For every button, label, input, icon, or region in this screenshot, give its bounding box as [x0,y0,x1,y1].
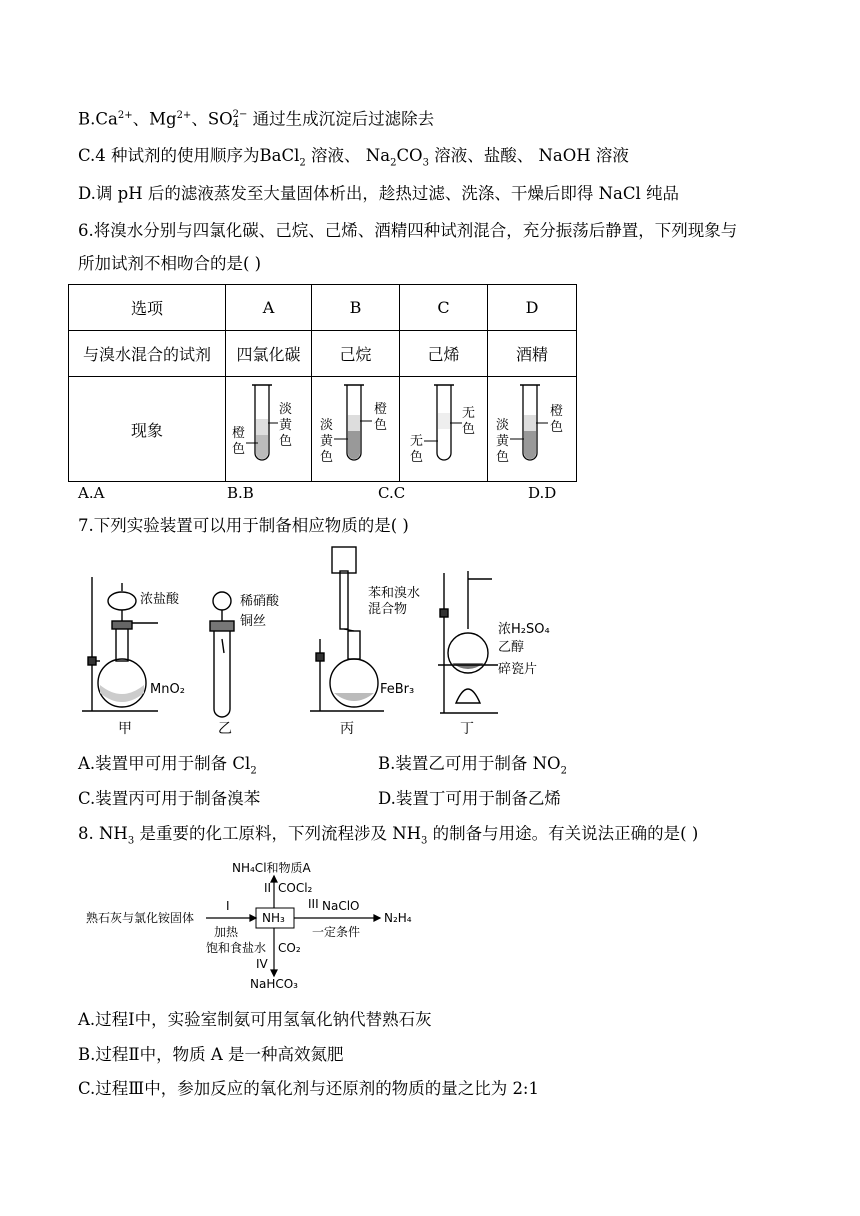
apparatus-yi [210,592,234,717]
table-header-cell: B [312,285,400,331]
q8-option-a: A.过程Ⅰ中，实验室制氨可用氢氧化钠代替熟石灰 [78,1010,432,1029]
flow-step4-cond-2: CO₂ [278,941,301,955]
yi-reagent-bottom: 铜丝 [240,614,267,629]
flow-step3-label: III [308,897,319,911]
table-header-cell: A [226,285,312,331]
q8-flow-diagram [86,856,446,994]
table-cell: 四氯化碳 [226,331,312,377]
table-header-cell: D [488,285,577,331]
flow-step1-cond: 加热 [214,925,239,939]
q6-answer-d: D.D [528,484,557,502]
flow-step2-cond: COCl₂ [278,881,313,895]
tube-a-top-label-1: 淡 [279,402,293,417]
q7-option-c: C.装置丙可用于制备溴苯 [78,789,261,808]
svg-text:色: 色 [374,418,388,433]
q6-stem-line2: 所加试剂不相吻合的是( ) [78,254,262,273]
bing-reagent-bottom: FeBr₃ [380,682,415,697]
table-header-cell: C [400,285,488,331]
q6-stem-line1: 6.将溴水分别与四氯化碳、己烷、己烯、酒精四种试剂混合，充分振荡后静置，下列现象与 [78,221,738,240]
q5-option-d: D.调 pH 后的滤液蒸发至大量固体析出，趁热过滤、洗涤、干燥后即得 NaCl 纯品 [78,184,679,203]
svg-text:色: 色 [550,420,564,435]
flow-step1-label: I [226,899,230,913]
table-cell: 酒精 [488,331,577,377]
flow-top-product: NH₄Cl和物质A [232,861,311,875]
yi-reagent-top: 稀硝酸 [240,594,280,609]
ding-reagent-1: 浓H₂SO₄ [498,622,550,637]
label-jia: 甲 [118,721,132,737]
q7-option-a: A.装置甲可用于制备 $Cl_2$ [78,754,257,777]
q7-stem: 7.下列实验装置可以用于制备相应物质的是( ) [78,516,409,535]
svg-text:橙: 橙 [550,404,564,419]
q6-answer-c: C.C [378,484,406,502]
flow-right-product: N₂H₄ [384,911,412,925]
svg-text:色: 色 [410,450,424,465]
flow-left-reactant: 熟石灰与氯化铵固体 [86,911,195,925]
apparatus-ding [438,571,498,713]
label-ding: 丁 [460,721,474,737]
tube-cell-c [400,377,488,482]
bing-reagent-top-1: 苯和溴水 [368,586,421,601]
q7-option-b: B.装置乙可用于制备 $NO_2$ [378,754,567,777]
flow-center-nh3: NH₃ [262,911,285,925]
test-tube-b-illustration [312,377,399,477]
table-cell: 与溴水混合的试剂 [69,331,226,377]
table-row [69,377,577,482]
flow-bottom-product: NaHCO₃ [250,977,298,991]
tube-a-bottom-label-2: 色 [232,442,246,457]
flow-step4-cond-1: 饱和食盐水 [206,941,267,955]
q6-answer-b: B.B [227,484,254,502]
table-cell: 己烷 [312,331,400,377]
jia-reagent-bottom: MnO₂ [150,682,185,697]
svg-text:色: 色 [462,422,476,437]
q6-options-table [68,284,577,482]
svg-text:色: 色 [320,450,334,465]
flow-step3-cond-1: NaClO [322,899,360,913]
apparatus-bing [310,547,384,711]
svg-text:无: 无 [462,406,476,421]
q5-option-b: $B.Ca^{2+}$、$Mg^{2+}$、SO 2− 4 通过生成沉淀后过滤除去 [78,109,435,130]
q8-option-c: C.过程Ⅲ中，参加反应的氧化剂与还原剂的物质的量之比为 2:1 [78,1079,539,1098]
tube-a-bottom-label-1: 橙 [232,426,246,441]
ding-reagent-2: 乙醇 [498,640,525,655]
label-bing: 丙 [340,721,354,737]
table-cell: 己烯 [400,331,488,377]
svg-text:淡: 淡 [320,418,334,433]
table-row [69,331,577,377]
svg-text:无: 无 [410,434,424,449]
jia-reagent-top: 浓盐酸 [140,592,180,607]
label-yi: 乙 [218,721,232,737]
svg-text:橙: 橙 [374,402,388,417]
tube-cell-d [488,377,577,482]
flow-step4-label: IV [256,957,268,971]
tube-cell-b [312,377,400,482]
table-cell: 现象 [69,377,226,482]
q6-answer-a: A.A [78,484,105,502]
tube-a-top-label-3: 色 [279,434,293,449]
test-tube-a-illustration [226,377,311,477]
q8-stem: 8. $NH_3$ 是重要的化工原料，下列流程涉及 $NH_3$ 的制备与用途。有关说法正确的是( ) [78,824,699,847]
bing-reagent-top-2: 混合物 [368,602,408,617]
svg-text:淡: 淡 [496,418,510,433]
test-tube-d-illustration [488,377,576,477]
tube-cell-a [226,377,312,482]
table-row [69,285,577,331]
flow-step3-cond-2: 一定条件 [312,925,361,939]
q7-apparatus-figure [78,543,568,740]
flow-step2-label: II [264,881,272,895]
q8-option-b: B.过程Ⅱ中，物质 A 是一种高效氮肥 [78,1045,344,1064]
q7-option-d: D.装置丁可用于制备乙烯 [378,789,561,808]
ding-reagent-3: 碎瓷片 [498,662,538,677]
svg-text:黄: 黄 [496,434,510,449]
table-header-cell: 选项 [69,285,226,331]
svg-text:黄: 黄 [320,434,334,449]
test-tube-c-illustration [400,377,487,477]
tube-a-top-label-2: 黄 [279,418,293,433]
svg-text:色: 色 [496,450,510,465]
q5-option-c: C.4 种试剂的使用顺序为BaCl$_2$ 溶液、 $Na_2CO_3$ 溶液、盐酸、 NaOH 溶液 [78,146,629,169]
